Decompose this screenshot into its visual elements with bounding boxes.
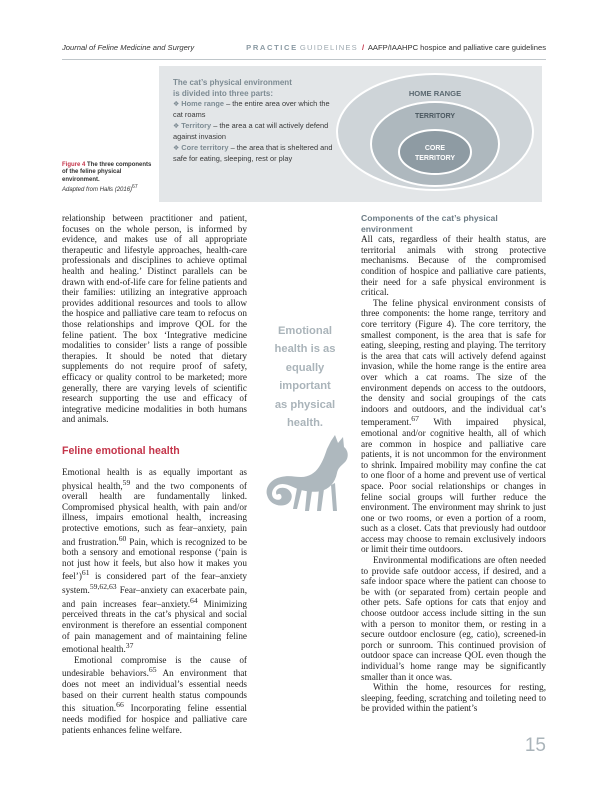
left-column-section-text	[62, 467, 247, 735]
figure-heading-line1: The cat’s physical environment	[173, 78, 292, 87]
body-paragraph: relationship between practitioner and patient, focuses on the whole person, is informed by evidence, and makes use of all appropriate therapeutic and lifestyle approaches, health-care professionals and disciplines to achieve optimal health and healing.’ Distinct parallels can be drawn with end-of-life care for feline patients and their families: utilizing an integrative approach provides additional resources and tools to allow the hospice and palliative care team to refocus on those relationships and improve QOL for the feline patient. The box ‘Integrative medicine modalities to consider’ lists a range of possible therapies. It should be noted that dietary supplements do not require proof of safety, efficacy or quality control to be marketed; more generally, there are varying levels of scientific research supporting the use and efficacy of integrative medicine modalities in both humans and animals.	[62, 213, 247, 425]
section-heading: Feline emotional health	[62, 445, 180, 457]
diamond-bullet-icon: ❖	[173, 144, 180, 152]
home-range-label: HOME RANGE	[408, 89, 462, 98]
body-paragraph: The feline physical environment consists of three components: the home range, territory and core territory (Figure 4). The core territory, the smallest component, is the area that is safe for eating, sleeping, resting and playing. The territory is the area that cats will actively defend against invasion, while the home range is the entire area over which a cat roams. The size of the environment depends on access to the outdoors, the density and social groupings of the cats indoors and outdoors, and the individual cat’s temperament.$^{67}$ With impaired physical, emotional and/or cognitive health, all of which are common in hospice and palliative care patients, it is not uncommon for the environment to shrink. Impaired mobility may confine the cat to one floor of a home and prevent use of vertical space. Poor social relationships or changes in feline social groups will further reduce the environment. The environment may shrink to just one or two rooms, or even a portion of a room, such as a closet. Cats that previously had outdoor access may choose to remain exclusively indoors or limit their time outdoors.	[361, 297, 546, 555]
body-paragraph: Emotional health is as equally important as physical health,$^{59}$ and the two components of overall health are fundamentally linked. Compromised physical health, with pain and/or illness, impairs emotional health, increasing protective emotions, such as fear–anxiety, pain and frustration.$^{60}$ Pain, which is recognized to be both a sensory and emotional response (‘pain is not just how it feels, but also how it makes you feel’)$^{61}$ is considered part of the fear–anxiety system.$^{59,62,63}$ Fear–anxiety can exacerbate pain, and pain increases fear–anxiety.$^{64}$ Minimizing perceived threats in the cat’s physical and social environment is therefore an essential component of pain management and of maintaining feline emotional health.$^{37}$	[62, 467, 247, 655]
figure-item-territory	[173, 121, 333, 143]
guidelines-label: GUIDELINES	[299, 43, 358, 52]
pull-quote	[252, 322, 358, 432]
body-paragraph: All cats, regardless of their health status, are territorial animals with strong protective mechanisms. Because of the compromised condition of hospice and palliative care patients, their need for a safe physical environment is critical.	[361, 234, 546, 298]
territory-diagram	[335, 72, 535, 196]
running-header	[62, 41, 546, 55]
pull-quote-line: as physical	[274, 398, 336, 411]
territory-label: TERRITORY	[414, 113, 456, 120]
body-paragraph: Within the home, resources for resting, sleeping, feeding, scratching and toileting need to be provided within the patient’s	[361, 682, 546, 714]
pull-quote-line: equally	[285, 361, 325, 374]
figure-caption-title: The three components of the feline physical environment.	[62, 162, 152, 183]
series-title: AAFP/IAAHPC hospice and palliative care guidelines	[367, 43, 546, 52]
section-label	[246, 43, 546, 52]
figure-term: Core territory	[181, 142, 229, 152]
pull-quote-line: health.	[286, 417, 324, 430]
figure-caption-source: Adapted from Halls (2016)	[62, 187, 133, 194]
figure-item-home-range	[173, 99, 333, 121]
core-label-line2: TERRITORY	[414, 155, 456, 162]
figure-term: Territory	[181, 120, 212, 130]
figure-number: Figure 4	[62, 162, 86, 168]
subsection-heading: Components of the cat’s physical environment	[361, 213, 498, 234]
figure-heading-line2: is divided into three parts:	[173, 88, 274, 98]
figure-caption	[62, 162, 154, 195]
left-column-text	[62, 213, 247, 425]
core-label-line1: CORE	[424, 145, 446, 152]
figure-term: Home range	[181, 99, 224, 108]
journal-title: Journal of Feline Medicine and Surgery	[62, 43, 195, 52]
figure-desc: – the entire area over which the cat roams	[173, 99, 330, 120]
figure-legend-text	[173, 78, 333, 164]
cat-silhouette-icon	[261, 433, 357, 515]
body-paragraph: Environmental modifications are often needed to provide safe outdoor access, if desired, and a safe indoor space where the patient can choose to be with (or separated from) certain people and other pets. Safe options for cats that enjoy and choose outdoor access include sitting in the sun with a person to monitor them, or resting in a secure outdoor enclosure (eg, catio), screened-in porch or sunroom. This continued provision of outdoor space can increase QOL even though the individual’s home range may be significantly smaller than it once was.	[361, 555, 546, 682]
figure-panel	[159, 66, 542, 202]
header-divider	[62, 59, 546, 60]
page-number: 15	[524, 735, 546, 756]
pull-quote-line: health is as	[274, 343, 336, 356]
body-paragraph: Emotional compromise is the cause of undesirable behaviors.$^{65}$ An environment that does not meet an individual’s essential needs based on their current health status compounds this situation.$^{66}$ Incorporating feline essential needs modified for hospice and palliative care patients enhances feline welfare.	[62, 654, 247, 735]
figure-desc: – the area a cat will actively defend against invasion	[173, 120, 329, 142]
figure-desc: – the area that is sheltered and safe for eating, sleeping, rest or play	[173, 142, 333, 164]
practice-label: PRACTICE	[246, 43, 298, 52]
pull-quote-line: important	[279, 380, 331, 393]
core-territory-ellipse	[399, 130, 471, 174]
right-column-text	[361, 213, 546, 714]
figure-heading	[173, 78, 333, 99]
figure-caption-ref: 67	[132, 184, 138, 191]
figure-item-core-territory	[173, 143, 333, 165]
header-slash: /	[362, 43, 365, 52]
pull-quote-line: Emotional	[277, 325, 333, 337]
diamond-bullet-icon: ❖	[173, 101, 180, 108]
diamond-bullet-icon: ❖	[173, 122, 180, 130]
